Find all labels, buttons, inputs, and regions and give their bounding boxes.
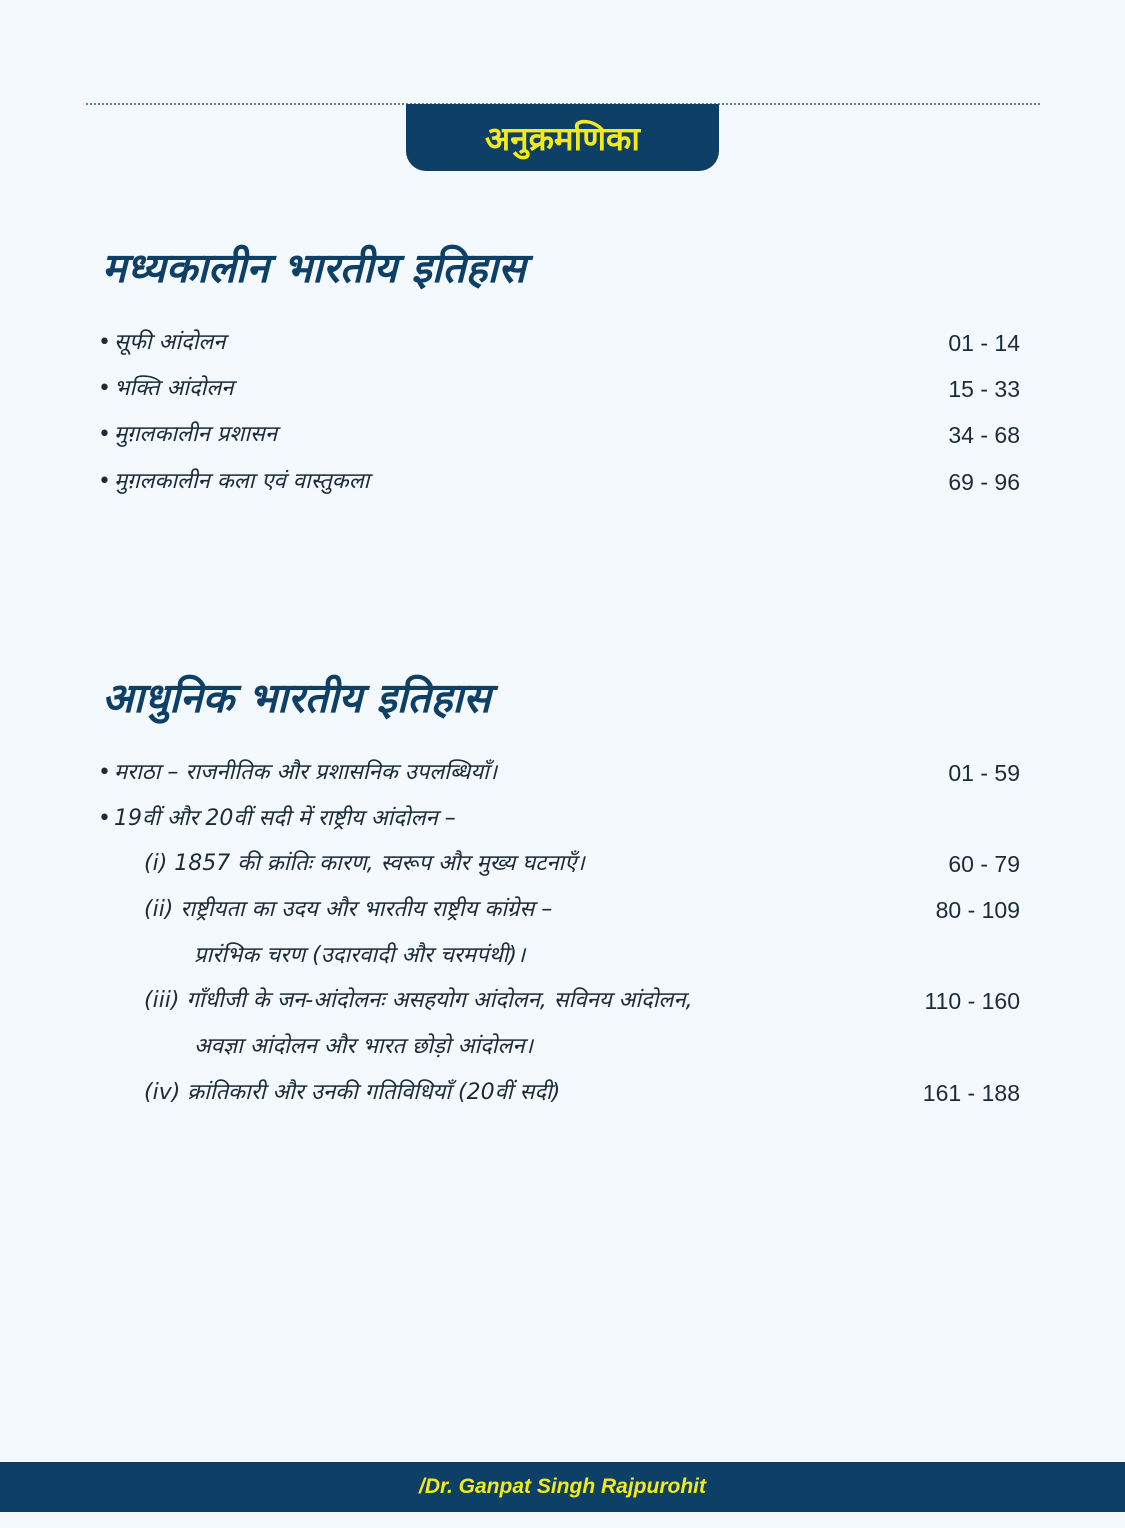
toc-item-label: (i) 1857 की क्रांतिः कारण, स्वरूप और मुख्य घटनाएँ। [144,851,585,876]
index-header-tab [406,104,719,171]
toc-item-label: (ii) राष्ट्रीयता का उदय और भारतीय राष्ट्रीय कांग्रेस – [144,897,553,922]
toc-item-label: मुग़लकालीन कला एवं वास्तुकला [114,469,370,494]
section-title-medieval: मध्यकालीन भारतीय इतिहास [102,244,526,292]
toc-subitem-1857[interactable] [98,844,1020,884]
bullet: • [98,376,111,401]
toc-item-pages: 80 - 109 [935,897,1020,923]
toc-item-bhakti[interactable] [98,369,1020,409]
bullet: • [98,760,111,785]
toc-item-label: 19वीं और 20वीं सदी में राष्ट्रीय आंदोलन – [114,806,456,831]
toc-subitem-gandhi-cont [98,1027,1020,1067]
toc-item-pages: 69 - 96 [948,469,1020,495]
toc-item-mughal-administration[interactable] [98,415,1020,455]
toc-item-pages: 110 - 160 [924,988,1020,1014]
index-title: अनुक्रमणिका [485,119,640,158]
toc-item-pages: 01 - 14 [948,330,1020,356]
toc-item-sufi[interactable] [98,323,1020,363]
toc-item-label: मराठा – राजनीतिक और प्रशासनिक उपलब्धियाँ। [114,760,498,785]
bullet: • [98,422,111,447]
toc-subitem-revolutionaries[interactable] [98,1073,1020,1113]
toc-item-label: सूफी आंदोलन [114,330,226,355]
bullet: • [98,806,111,831]
footer-author: /Dr. Ganpat Singh Rajpurohit [418,1475,706,1498]
toc-item-national-movement[interactable] [98,799,1020,839]
bullet: • [98,330,111,355]
toc-item-pages: 01 - 59 [948,760,1020,786]
toc-subitem-nationalism-cont [98,936,1020,976]
toc-item-mughal-art[interactable] [98,462,1020,502]
section-title-modern: आधुनिक भारतीय इतिहास [102,674,491,722]
toc-item-pages: 161 - 188 [922,1080,1020,1106]
bullet: • [98,469,111,494]
footer-bar [0,1462,1125,1512]
toc-item-maratha[interactable] [98,753,1020,793]
toc-item-pages: 34 - 68 [948,422,1020,448]
toc-item-label: मुग़लकालीन प्रशासन [114,422,278,447]
toc-item-label: अवज्ञा आंदोलन और भारत छोड़ो आंदोलन। [194,1034,533,1059]
toc-item-label: भक्ति आंदोलन [114,376,234,401]
toc-subitem-nationalism[interactable] [98,890,1020,930]
toc-item-pages: 60 - 79 [948,851,1020,877]
toc-item-label: (iii) गाँधीजी के जन-आंदोलनः असहयोग आंदोलन, सविनय आंदोलन, [144,988,693,1013]
toc-item-pages: 15 - 33 [948,376,1020,402]
toc-item-label: (iv) क्रांतिकारी और उनकी गतिविधियाँ (20वीं सदी) [144,1080,561,1105]
toc-subitem-gandhi[interactable] [98,981,1020,1021]
toc-item-label: प्रारंभिक चरण (उदारवादी और चरमपंथी)। [194,943,526,968]
